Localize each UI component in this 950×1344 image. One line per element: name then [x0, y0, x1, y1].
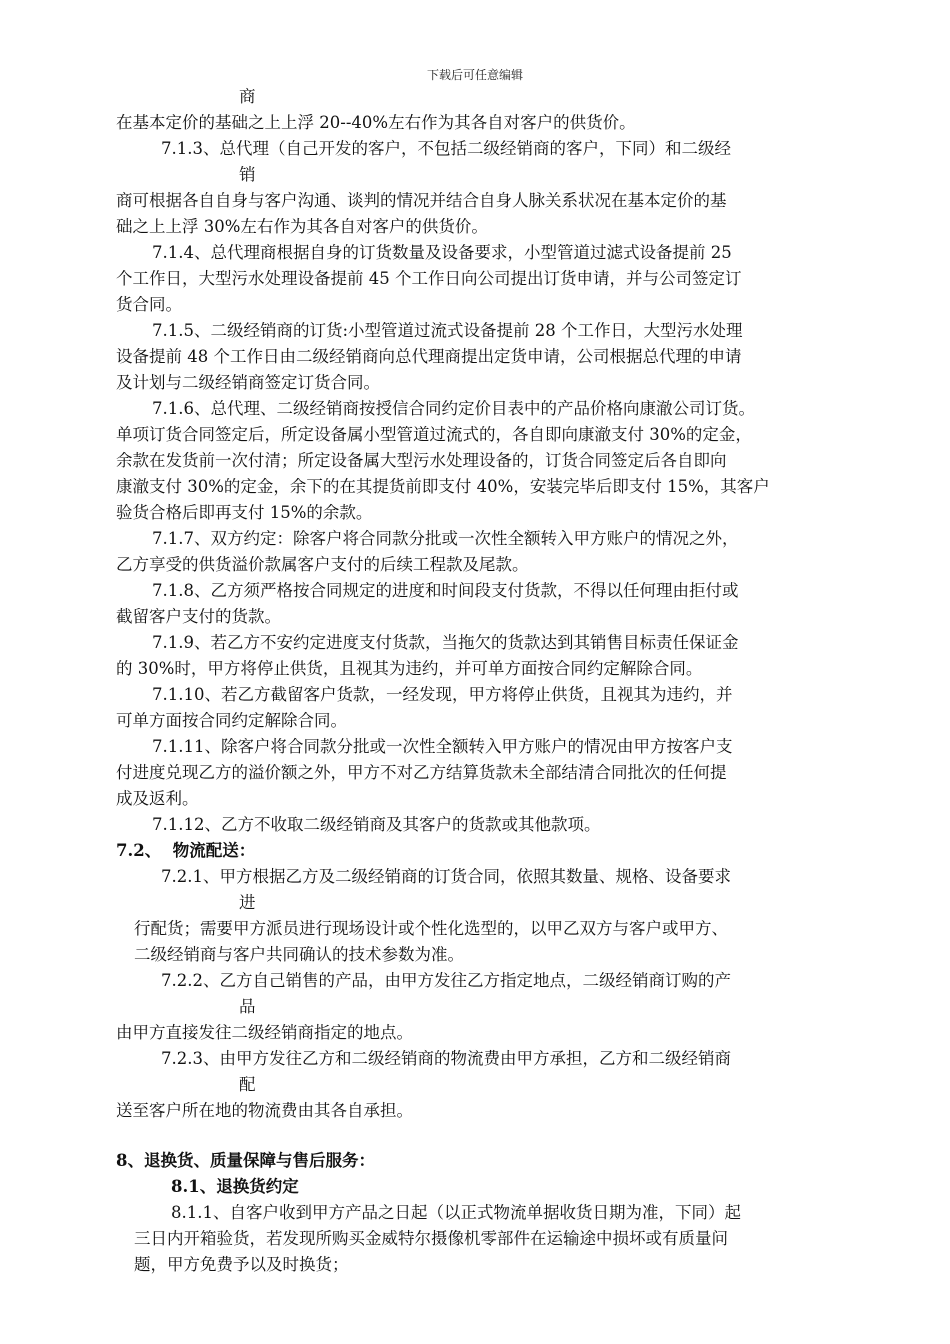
text-line: 题，甲方免费予以及时换货；: [134, 1255, 349, 1274]
text-line: 进: [239, 893, 256, 912]
text-line: 可单方面按合同约定解除合同。: [116, 711, 347, 730]
text-line: 付进度兑现乙方的溢价额之外，甲方不对乙方结算货款未全部结清合同批次的任何提: [116, 763, 727, 782]
text-line: 商可根据各自自身与客户沟通、谈判的情况并结合自身人脉关系状况在基本定价的基: [116, 191, 727, 210]
text-line: 行配货；需要甲方派员进行现场设计或个性化选型的，以甲乙双方与客户或甲方、: [134, 919, 728, 938]
text-line: 由甲方直接发往二级经销商指定的地点。: [116, 1023, 413, 1042]
text-line: 7.2.2、乙方自己销售的产品，由甲方发往乙方指定地点，二级经销商订购的产: [161, 971, 731, 990]
section-heading: 7.2、 物流配送：: [116, 841, 256, 860]
text-line: 二级经销商与客户共同确认的技术参数为准。: [134, 945, 464, 964]
text-line: 7.1.11、除客户将合同款分批或一次性全额转入甲方账户的情况由甲方按客户支: [152, 737, 733, 756]
text-line: 7.1.4、总代理商根据自身的订货数量及设备要求，小型管道过滤式设备提前 25: [152, 243, 732, 262]
text-line: 商: [239, 87, 256, 106]
text-line: 送至客户所在地的物流费由其各自承担。: [116, 1101, 413, 1120]
paragraph-gap: [116, 1124, 834, 1148]
text-line: 7.1.5、二级经销商的订货:小型管道过流式设备提前 28 个工作日，大型污水处理: [152, 321, 743, 340]
text-line: 品: [239, 997, 256, 1016]
text-line: 及计划与二级经销商签定订货合同。: [116, 373, 380, 392]
text-line: 康澈支付 30%的定金，余下的在其提货前即支付 40%，安装完毕后即支付 15%，其客户: [116, 477, 770, 496]
text-line: 余款在发货前一次付清；所定设备属大型污水处理设备的，订货合同签定后各自即向: [116, 451, 727, 470]
text-line: 验货合格后即再支付 15%的余款。: [116, 503, 373, 522]
text-line: 乙方享受的供货溢价款属客户支付的后续工程款及尾款。: [116, 555, 529, 574]
document-body: [116, 84, 834, 1278]
text-line: 7.1.10、若乙方截留客户货款，一经发现，甲方将停止供货，且视其为违约，并: [152, 685, 733, 704]
text-line: 货合同。: [116, 295, 182, 314]
subsection-heading: 8.1、退换货约定: [171, 1177, 299, 1196]
text-line: 个工作日，大型污水处理设备提前 45 个工作日向公司提出订货申请，并与公司签定订: [116, 269, 742, 288]
text-line: 7.1.12、乙方不收取二级经销商及其客户的货款或其他款项。: [152, 815, 601, 834]
text-line: 7.2.3、由甲方发往乙方和二级经销商的物流费由甲方承担，乙方和二级经销商: [161, 1049, 731, 1068]
text-line: 8.1.1、自客户收到甲方产品之日起（以正式物流单据收货日期为准，下同）起: [171, 1203, 741, 1222]
section-heading: 8、退换货、质量保障与售后服务：: [116, 1151, 375, 1170]
text-line: 的 30%时，甲方将停止供货，且视其为违约，并可单方面按合同约定解除合同。: [116, 659, 703, 678]
text-line: 截留客户支付的货款。: [116, 607, 281, 626]
text-line: 配: [239, 1075, 256, 1094]
text-line: 7.1.8、乙方须严格按合同规定的进度和时间段支付货款，不得以任何理由拒付或: [152, 581, 739, 600]
text-line: 7.1.9、若乙方不安约定进度支付货款，当拖欠的货款达到其销售目标责任保证金: [152, 633, 739, 652]
text-line: 设备提前 48 个工作日由二级经销商向总代理商提出定货申请，公司根据总代理的申请: [116, 347, 742, 366]
text-line: 7.1.7、双方约定：除客户将合同款分批或一次性全额转入甲方账户的情况之外，: [152, 529, 739, 548]
text-line: 7.2.1、甲方根据乙方及二级经销商的订货合同，依照其数量、规格、设备要求: [161, 867, 731, 886]
text-line: 在基本定价的基础之上上浮 20--40%左右作为其各自对客户的供货价。: [116, 113, 636, 132]
text-line: 单项订货合同签定后，所定设备属小型管道过流式的，各自即向康澈支付 30%的定金，: [116, 425, 752, 444]
text-line: 成及返利。: [116, 789, 199, 808]
page-header: 下载后可任意编辑: [426, 68, 523, 82]
text-line: 三日内开箱验货，若发现所购买金威特尔摄像机零部件在运输途中损坏或有质量问: [134, 1229, 728, 1248]
text-line: 7.1.6、总代理、二级经销商按授信合同约定价目表中的产品价格向康澈公司订货。: [152, 399, 755, 418]
text-line: 销: [239, 165, 256, 184]
text-line: 础之上上浮 30%左右作为其各自对客户的供货价。: [116, 217, 488, 236]
text-line: 7.1.3、总代理（自己开发的客户，不包括二级经销商的客户，下同）和二级经: [161, 139, 731, 158]
